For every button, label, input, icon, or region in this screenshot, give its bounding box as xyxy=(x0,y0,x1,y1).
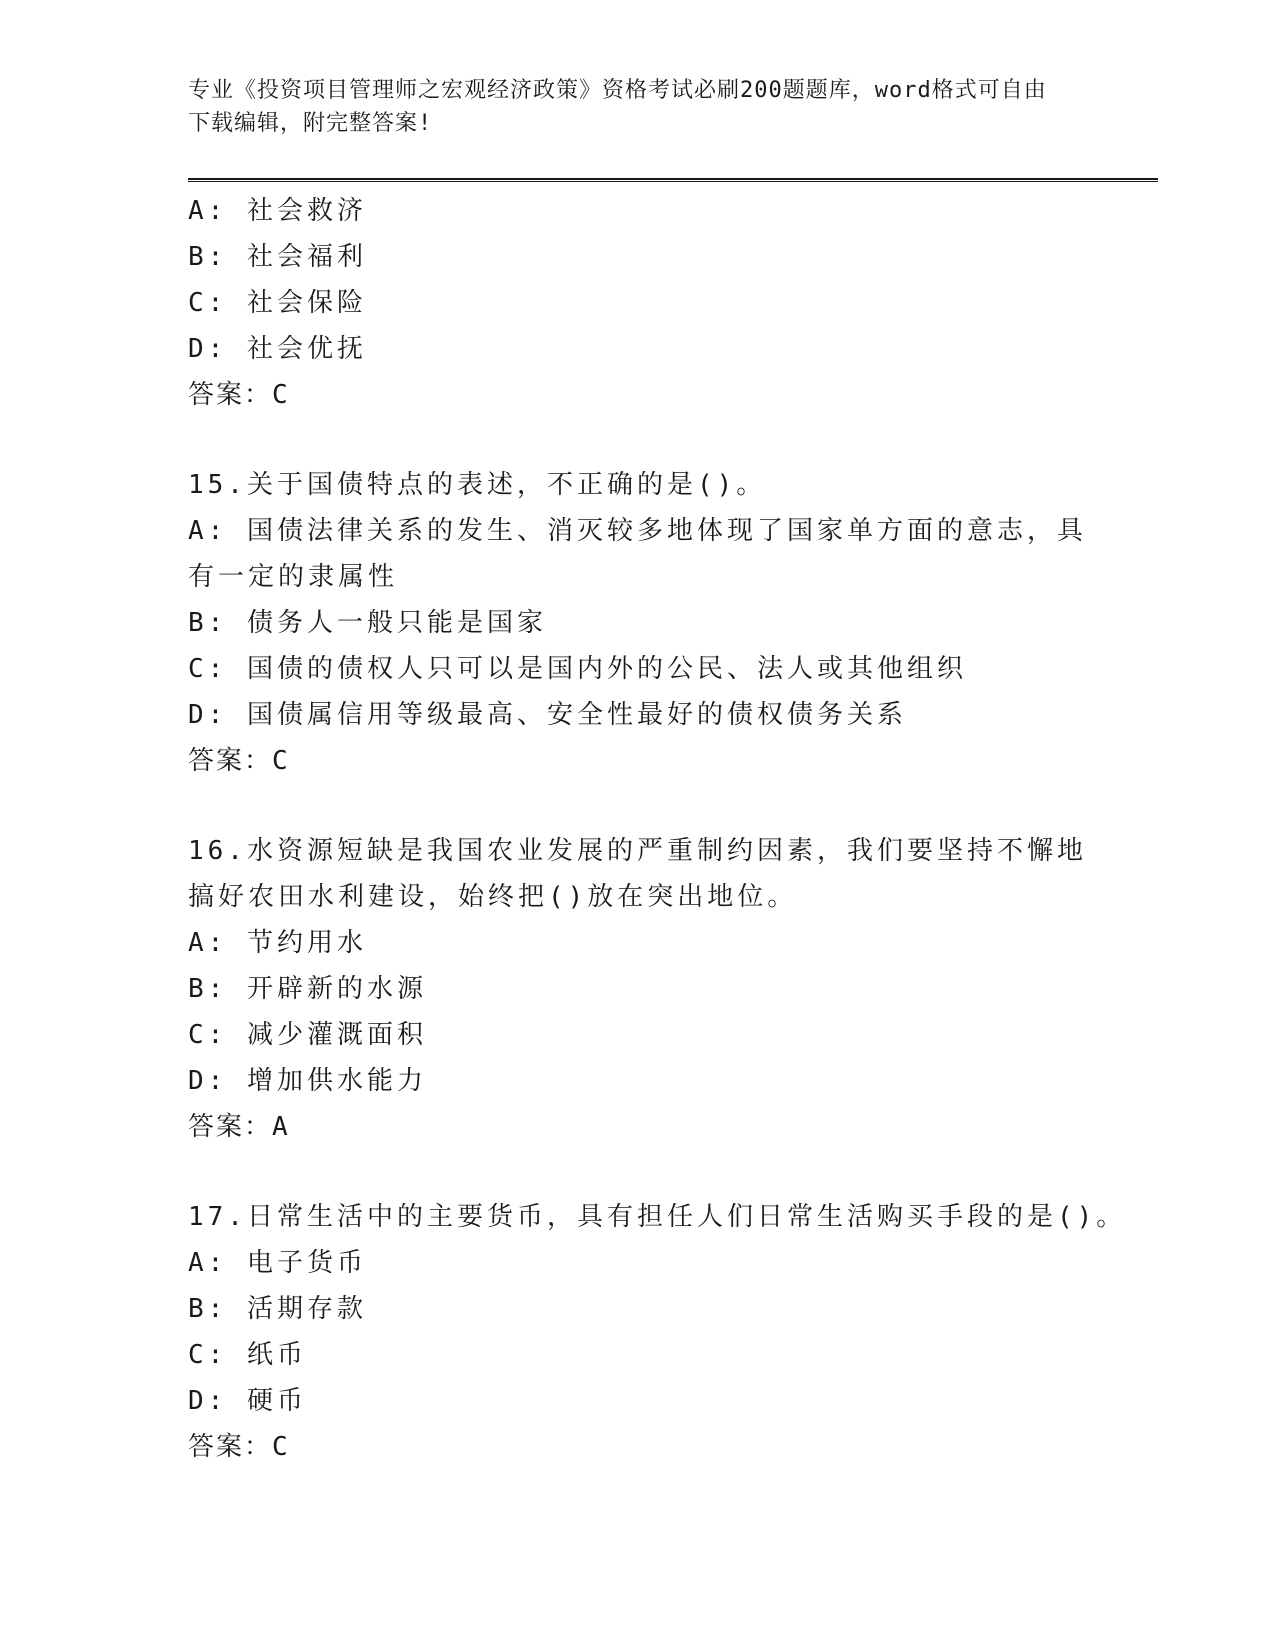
option-c: C: 国债的债权人只可以是国内外的公民、法人或其他组织 xyxy=(188,654,967,684)
option-b: B: 活期存款 xyxy=(188,1294,367,1324)
header-divider xyxy=(188,178,1158,182)
option-a: A: 电子货币 xyxy=(188,1248,367,1278)
answer-line: 答案：C xyxy=(188,380,290,410)
option-a: A: 国债法律关系的发生、消灭较多地体现了国家单方面的意志，具有一定的隶属性 xyxy=(188,516,1087,592)
question-15 xyxy=(188,462,1088,784)
option-b: B: 社会福利 xyxy=(188,242,367,272)
option-d: D: 硬币 xyxy=(188,1386,307,1416)
answer-line: 答案：C xyxy=(188,746,290,776)
option-c: C: 社会保险 xyxy=(188,288,367,318)
question-17 xyxy=(188,1194,1127,1470)
question-14 xyxy=(188,188,1088,418)
question-text: 17.日常生活中的主要货币，具有担任人们日常生活购买手段的是()。 xyxy=(188,1202,1127,1232)
option-b: B: 债务人一般只能是国家 xyxy=(188,608,547,638)
option-a: A: 节约用水 xyxy=(188,928,367,958)
question-list xyxy=(188,188,1127,1470)
option-d: D: 增加供水能力 xyxy=(188,1066,427,1096)
option-d: D: 社会优抚 xyxy=(188,334,367,364)
option-c: C: 纸币 xyxy=(188,1340,307,1370)
question-text: 15.关于国债特点的表述，不正确的是()。 xyxy=(188,470,767,500)
option-b: B: 开辟新的水源 xyxy=(188,974,427,1004)
question-16 xyxy=(188,828,1088,1150)
option-d: D: 国债属信用等级最高、安全性最好的债权债务关系 xyxy=(188,700,907,730)
option-a: A: 社会救济 xyxy=(188,196,367,226)
question-text: 16.水资源短缺是我国农业发展的严重制约因素，我们要坚持不懈地搞好农田水利建设，始终把()放在突出地位。 xyxy=(188,836,1087,912)
answer-line: 答案：C xyxy=(188,1432,290,1462)
answer-line: 答案：A xyxy=(188,1112,290,1142)
document-header: 专业《投资项目管理师之宏观经济政策》资格考试必刷200题题库，word格式可自由下载编辑，附完整答案! xyxy=(188,78,1047,136)
option-c: C: 减少灌溉面积 xyxy=(188,1020,427,1050)
